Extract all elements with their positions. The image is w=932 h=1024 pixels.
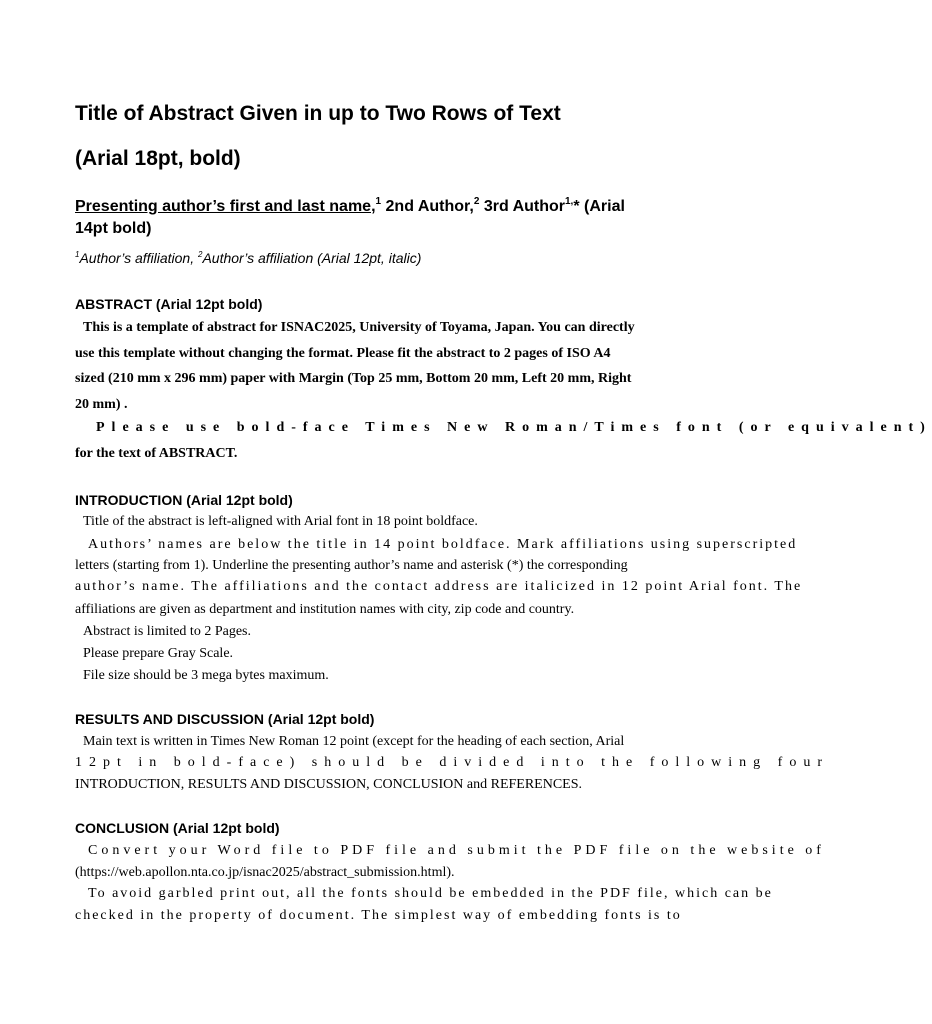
introduction-line: Authors’ names are below the title in 14 point boldface. Mark affiliations using superscripted	[88, 537, 798, 552]
author-sup-3: 1,	[565, 196, 574, 207]
introduction-line: affiliations are given as department and institution names with city, zip code and country.	[75, 602, 575, 617]
results-heading: RESULTS AND DISCUSSION (Arial 12pt bold)	[75, 711, 375, 727]
author-line-1	[75, 198, 625, 216]
affiliation-1: Author’s affiliation,	[79, 250, 199, 266]
abstract-line: Please use bold-face Times New Roman/Times font (or equivalent)	[96, 420, 932, 435]
conclusion-line: To avoid garbled print out, all the fonts should be embedded in the PDF file, which can be	[88, 886, 773, 901]
introduction-line: File size should be 3 mega bytes maximum.	[83, 668, 329, 683]
results-line: INTRODUCTION, RESULTS AND DISCUSSION, CONCLUSION and REFERENCES.	[75, 777, 583, 792]
abstract-line: This is a template of abstract for ISNAC2025, University of Toyama, Japan. You can directly	[83, 320, 635, 335]
conclusion-line: Convert your Word file to PDF file and submit the PDF file on the website of	[88, 843, 825, 858]
conclusion-line: checked in the property of document. The simplest way of embedding fonts is to	[75, 908, 682, 923]
abstract-line: sized (210 mm x 296 mm) paper with Margin (Top 25 mm, Bottom 20 mm, Left 20 mm, Right	[75, 371, 632, 386]
abstract-line: 20 mm) .	[75, 397, 128, 412]
document-title-line-1: Title of Abstract Given in up to Two Rows of Text	[75, 102, 561, 125]
author-sup-2: 2	[473, 196, 480, 207]
author-sup-1: 1	[375, 196, 382, 207]
abstract-line: for the text of ABSTRACT.	[75, 446, 238, 461]
introduction-line: Abstract is limited to 2 Pages.	[83, 624, 251, 639]
document-title-line-2: (Arial 18pt, bold)	[75, 147, 241, 170]
abstract-line: use this template without changing the format. Please fit the abstract to 2 pages of ISO A4	[75, 346, 611, 361]
conclusion-heading: CONCLUSION (Arial 12pt bold)	[75, 820, 280, 836]
author-note: * (Arial	[573, 198, 625, 215]
introduction-line: Title of the abstract is left-aligned with Arial font in 18 point boldface.	[83, 514, 478, 529]
introduction-line: Please prepare Gray Scale.	[83, 646, 234, 661]
conclusion-line: (https://web.apollon.nta.co.jp/isnac2025/abstract_submission.html).	[75, 865, 455, 880]
affil-sup-2: 2	[198, 250, 203, 259]
affiliation-2: Author’s affiliation (Arial 12pt, italic)	[202, 250, 422, 266]
results-line: Main text is written in Times New Roman 12 point (except for the heading of each section, Arial	[83, 734, 625, 749]
author-line-2: 14pt bold)	[75, 220, 152, 237]
introduction-line: letters (starting from 1). Underline the presenting author’s name and asterisk (*) the corresponding	[75, 558, 628, 573]
introduction-heading: INTRODUCTION (Arial 12pt bold)	[75, 492, 293, 508]
affiliation-line	[75, 250, 421, 266]
third-author: 3rd Author	[479, 198, 565, 215]
presenting-author: Presenting author’s first and last name,	[75, 198, 376, 215]
second-author: 2nd Author,	[381, 198, 474, 215]
affil-sup-1: 1	[75, 250, 80, 259]
abstract-heading: ABSTRACT (Arial 12pt bold)	[75, 296, 263, 312]
introduction-line: author’s name. The affiliations and the contact address are italicized in 12 point Arial font. The	[75, 579, 803, 594]
results-line: 12pt in bold-face) should be divided into the following four	[75, 755, 829, 770]
